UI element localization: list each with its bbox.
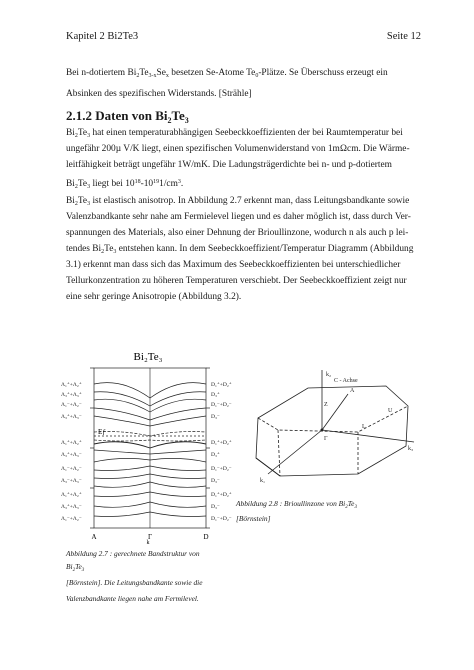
right-band-label: D₁⁺+D₂⁺ <box>211 440 232 446</box>
text: Te <box>77 128 88 138</box>
c-axis-note: C - Achse <box>334 378 358 384</box>
left-band-label: Λ₃⁺+Λ₃⁻ <box>61 452 82 458</box>
text: tendes Bi <box>66 244 102 254</box>
fermi-level-label: Eƒ <box>98 428 106 436</box>
left-band-label: Λ₁⁻+Λ₂⁻ <box>61 402 82 408</box>
figure-2-7-caption-line-1: Abbildung 2.7 : gerechnete Bandstruktur von <box>66 549 200 558</box>
subscript: 2 <box>345 505 348 510</box>
axis-k3-label: k₃ <box>408 446 414 452</box>
para2-line-4 <box>66 243 413 258</box>
text: Te <box>139 68 149 78</box>
para2-line-3: spannungen des Materials, also einer Dehnung der Brioullinzone, wodurch n als auch p lei- <box>66 228 409 238</box>
subscript: 3 <box>184 116 189 125</box>
subscript: 2 <box>167 116 172 125</box>
x-label-gamma: Γ <box>147 533 153 541</box>
left-band-label: Λ₁⁺+Λ₂⁺ <box>61 440 82 446</box>
right-band-label: D₁⁺+D₂⁺ <box>211 492 232 498</box>
axis-k1-label: k₁ <box>260 478 266 484</box>
right-band-label: D₃⁺ <box>211 452 220 458</box>
text: 1/cm <box>159 179 178 189</box>
right-band-label: D₃⁻ <box>211 478 220 484</box>
superscript: 19 <box>153 179 160 185</box>
text: hat einen temperaturabhängigen Seebeckkoeffizienten der bei Raumtemperatur bei <box>90 128 403 138</box>
gamma-point <box>321 429 324 432</box>
subscript: 3-x <box>148 73 157 79</box>
text: Te <box>171 108 185 123</box>
k-axis-label: k <box>146 540 150 545</box>
point-u-label: U <box>388 408 393 414</box>
text: -10 <box>140 179 154 189</box>
subscript: 0 <box>255 73 259 79</box>
band-structure-figure <box>60 340 240 545</box>
figure-2-8-caption-line-2: [Börnstein] <box>236 514 271 523</box>
subscript: 3 <box>81 568 85 573</box>
text: liegt bei 10 <box>90 179 135 189</box>
para2-line-5: 3.1) erkennt man dass sich das Maximum des Seebeckkoeffizienten bei unterschiedlicher <box>66 260 401 270</box>
left-band-label: Λ₁⁺+Λ₂⁺ <box>61 492 82 498</box>
para1-line-2: ungefähr 200µ V/K liegt, einen spezifischen Volumenwiderstand von 1mΩcm. Die Wärme- <box>66 144 410 154</box>
text: Se <box>156 68 166 78</box>
figure-2-7-caption-line-3: [Börnstein]. Die Leitungsbandkante sowie die <box>66 578 203 587</box>
left-band-label: Λ₁⁻+Λ₂⁻ <box>61 466 82 472</box>
left-band-label: Λ₃⁺+Λ₃⁻ <box>61 504 82 510</box>
x-label-a: A <box>91 533 97 541</box>
brillouin-zone-figure <box>238 370 418 490</box>
left-band-label: Λ₃⁻+Λ₃⁻ <box>61 478 82 484</box>
text: Abbildung 2.8 : Brioullinzone von Bi <box>236 499 346 508</box>
figure-2-7-caption-line-4: Valenzbandkante liegen nahe am Fermilevel. <box>66 594 199 603</box>
para1-line-3: leitfähigkeit beträgt ungefähr 1W/mK. Die Ladungsträgerdichte bei n- und p-dotiertem <box>66 160 392 170</box>
text: Te <box>347 499 355 508</box>
right-band-label: D₃⁻ <box>211 414 220 420</box>
text: Bei n-dotiertem Bi <box>66 68 137 78</box>
point-a-label: A <box>350 388 355 394</box>
para2-line-2: Valenzbandkante sehr nahe am Fermielevel liegen und es daher möglich ist, dass durch Ver- <box>66 212 411 222</box>
left-band-label: Λ₁⁻+Λ₂⁻ <box>61 516 82 522</box>
para2-line-1 <box>66 195 409 210</box>
point-l-label: L <box>362 424 366 430</box>
subscript: 2 <box>101 249 105 255</box>
text: Bi <box>66 196 75 206</box>
x-label-d: D <box>203 533 209 541</box>
superscript: 18 <box>134 179 141 185</box>
left-band-label: Λ₃⁺+Λ₃⁺ <box>61 392 82 398</box>
section-heading <box>66 108 189 125</box>
left-band-label: Λ₁⁺+Λ₂⁺ <box>61 382 82 388</box>
intro-line-2: Absinken des spezifischen Widerstands. [Strähle] <box>66 89 252 99</box>
right-band-label: D₁⁻+D₂⁻ <box>211 516 232 522</box>
right-band-label: D₃⁻ <box>211 504 220 510</box>
para1-line-1 <box>66 127 403 142</box>
right-band-label: D₁⁻+D₂⁻ <box>211 466 232 472</box>
text: -Plätze. Se Überschuss erzeugt ein <box>258 68 388 78</box>
band-structure-title: Bi₂Te₃ <box>133 351 163 363</box>
right-band-label: D₁⁻+D₂⁻ <box>211 402 232 408</box>
right-band-label: D₃⁺ <box>211 392 220 398</box>
subscript: 3 <box>87 201 91 207</box>
subscript: 2 <box>72 568 76 573</box>
point-z-label: Z <box>324 402 328 408</box>
superscript: 3 <box>177 179 181 185</box>
subscript: 3 <box>87 133 91 139</box>
para2-line-6: Tellurkonzentration zu höheren Temperaturen verschiebt. Der Seebeckkoeffizient zeigt nur <box>66 276 407 286</box>
text: ist elastisch anisotrop. In Abbildung 2.7 erkennt man, dass Leitungsbandkante sowie <box>90 196 410 206</box>
text: Bi <box>66 179 75 189</box>
intro-line-1 <box>66 67 388 82</box>
subscript: 3 <box>87 184 91 190</box>
text: Te <box>75 562 82 571</box>
right-band-label: D₁⁺+D₂⁺ <box>211 382 232 388</box>
subscript: 3 <box>354 505 357 510</box>
subscript: 2 <box>74 133 78 139</box>
subscript: 2 <box>136 73 140 79</box>
subscript: 3 <box>113 249 117 255</box>
figure-2-7-caption-line-2 <box>66 560 84 577</box>
text: Te <box>77 196 88 206</box>
text: Te <box>104 244 114 254</box>
text: entstehen kann. In dem Seebeckkoeffizient/Temperatur Diagramm (Abbildung <box>116 244 414 254</box>
text: besetzen Se-Atome Te <box>168 68 256 78</box>
text: Bi <box>66 562 73 571</box>
para2-line-7: eine sehr geringe Anisotropie (Abbildung 3.2). <box>66 292 242 302</box>
para1-line-4 <box>66 176 183 193</box>
axis-k2-label: k₂ <box>326 372 332 378</box>
subscript: x <box>165 73 169 79</box>
left-band-label: Λ₃⁺+Λ₃⁻ <box>61 414 82 420</box>
subscript: 2 <box>74 184 78 190</box>
point-gamma-label: Γ <box>324 436 328 442</box>
text: . <box>180 179 184 189</box>
text: 2.1.2 Daten von Bi <box>66 108 168 123</box>
page-header-chapter: Kapitel 2 Bi2Te3 <box>66 31 139 42</box>
page-header-page-number: Seite 12 <box>386 31 421 42</box>
text: Te <box>77 179 88 189</box>
text: Bi <box>66 128 75 138</box>
subscript: 2 <box>74 201 78 207</box>
